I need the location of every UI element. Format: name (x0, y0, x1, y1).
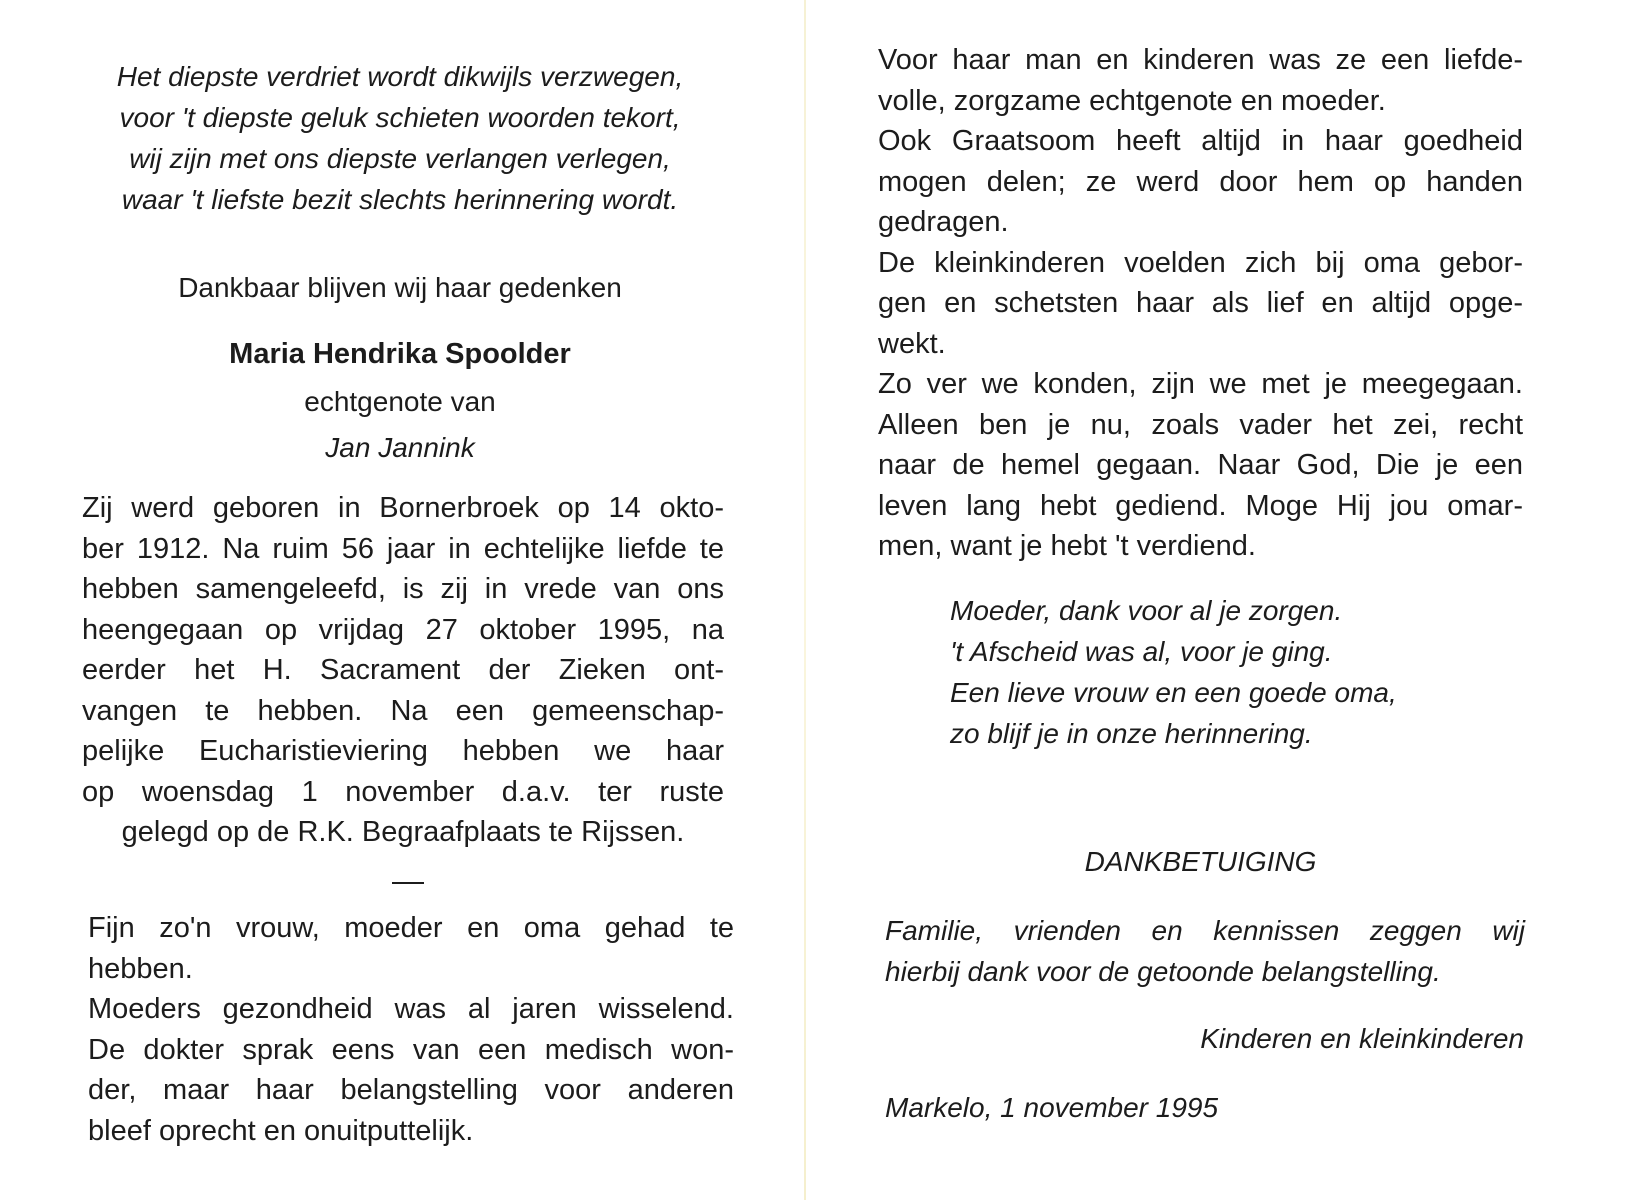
biography-line: op woensdag 1 november d.a.v. ter ruste (82, 775, 724, 808)
tribute-line: Ook Graatsoom heeft altijd in haar goedheid (878, 125, 1523, 157)
page-fold (804, 0, 806, 1200)
biography-line: gelegd op de R.K. Begraafplaats te Rijssen. (121, 816, 685, 848)
tribute-line: gen en schetsten haar als lief en altijd opge- (878, 287, 1523, 319)
tribute-left (88, 908, 734, 1151)
tribute-line: bleef oprecht en onuitputtelijk. (88, 1114, 474, 1147)
signature: Kinderen en kleinkinderen (1200, 1023, 1524, 1054)
poem-line: 't Afscheid was al, voor je ging. (950, 636, 1333, 667)
separator-dash (392, 882, 424, 884)
biography-line: ber 1912. Na ruim 56 jaar in echtelijke liefde te (82, 532, 724, 565)
tribute-line: gedragen. (878, 206, 1009, 238)
tribute-line: naar de hemel gegaan. Naar God, Die je een (878, 449, 1523, 481)
spouse-name: Jan Jannink (325, 432, 475, 463)
right-page (815, 0, 1627, 1200)
tribute-line: Alleen ben je nu, zoals vader het zei, recht (878, 408, 1523, 441)
tribute-line: De dokter sprak eens van een medisch won- (88, 1033, 734, 1066)
deceased-name: Maria Hendrika Spoolder (229, 338, 571, 370)
biography-line: pelijke Eucharistieviering hebben we haar (82, 735, 724, 767)
poem-line: Moeder, dank voor al je zorgen. (950, 595, 1343, 626)
thanks-line: Familie, vrienden en kennissen zeggen wij (885, 915, 1525, 946)
tribute-line: mogen delen; ze werd door hem op handen (878, 165, 1523, 198)
thanks-text (885, 910, 1525, 992)
tribute-line: men, want je hebt 't verdiend. (878, 530, 1256, 562)
poem-line: wij zijn met ons diepste verlangen verlegen, (129, 143, 671, 174)
tribute-right (878, 40, 1523, 567)
biography-line: eerder het H. Sacrament der Zieken ont- (82, 654, 724, 686)
tribute-line: Voor haar man en kinderen was ze een liefde- (878, 44, 1523, 76)
tribute-line: wekt. (878, 327, 946, 360)
spouse-label: echtgenote van (304, 386, 496, 417)
tribute-line: De kleinkinderen voelden zich bij oma gebor- (878, 246, 1523, 279)
poem-line: Een lieve vrouw en een goede oma, (950, 677, 1397, 708)
opening-poem (70, 56, 730, 220)
tribute-line: Fijn zo'n vrouw, moeder en oma gehad te (88, 912, 734, 944)
remembrance-line: Dankbaar blijven wij haar gedenken (178, 272, 622, 303)
left-page (0, 0, 800, 1200)
biography-line: hebben samengeleefd, is zij in vrede van ons (82, 573, 724, 605)
tribute-line: volle, zorgzame echtgenote en moeder. (878, 84, 1386, 117)
biography (82, 488, 724, 853)
closing-poem (950, 590, 1510, 754)
poem-line: waar 't liefste bezit slechts herinnering wordt. (121, 184, 679, 215)
place-date: Markelo, 1 november 1995 (885, 1092, 1219, 1123)
tribute-line: Moeders gezondheid was al jaren wisselend. (88, 993, 734, 1025)
biography-line: vangen te hebben. Na een gemeenschap- (82, 694, 724, 727)
tribute-line: der, maar haar belangstelling voor anderen (88, 1074, 734, 1106)
biography-line: Zij werd geboren in Bornerbroek op 14 okto- (82, 492, 724, 524)
tribute-line: leven lang hebt gediend. Moge Hij jou omar- (878, 489, 1523, 522)
thanks-heading: DANKBETUIGING (1084, 846, 1317, 877)
poem-line: zo blijf je in onze herinnering. (950, 718, 1313, 749)
poem-line: voor 't diepste geluk schieten woorden tekort, (119, 102, 681, 133)
thanks-line: hierbij dank voor de getoonde belangstelling. (885, 956, 1441, 987)
tribute-line: hebben. (88, 952, 193, 985)
biography-line: heengegaan op vrijdag 27 oktober 1995, na (82, 613, 724, 646)
poem-line: Het diepste verdriet wordt dikwijls verzwegen, (116, 61, 684, 92)
tribute-line: Zo ver we konden, zijn we met je meegegaan. (878, 368, 1523, 400)
